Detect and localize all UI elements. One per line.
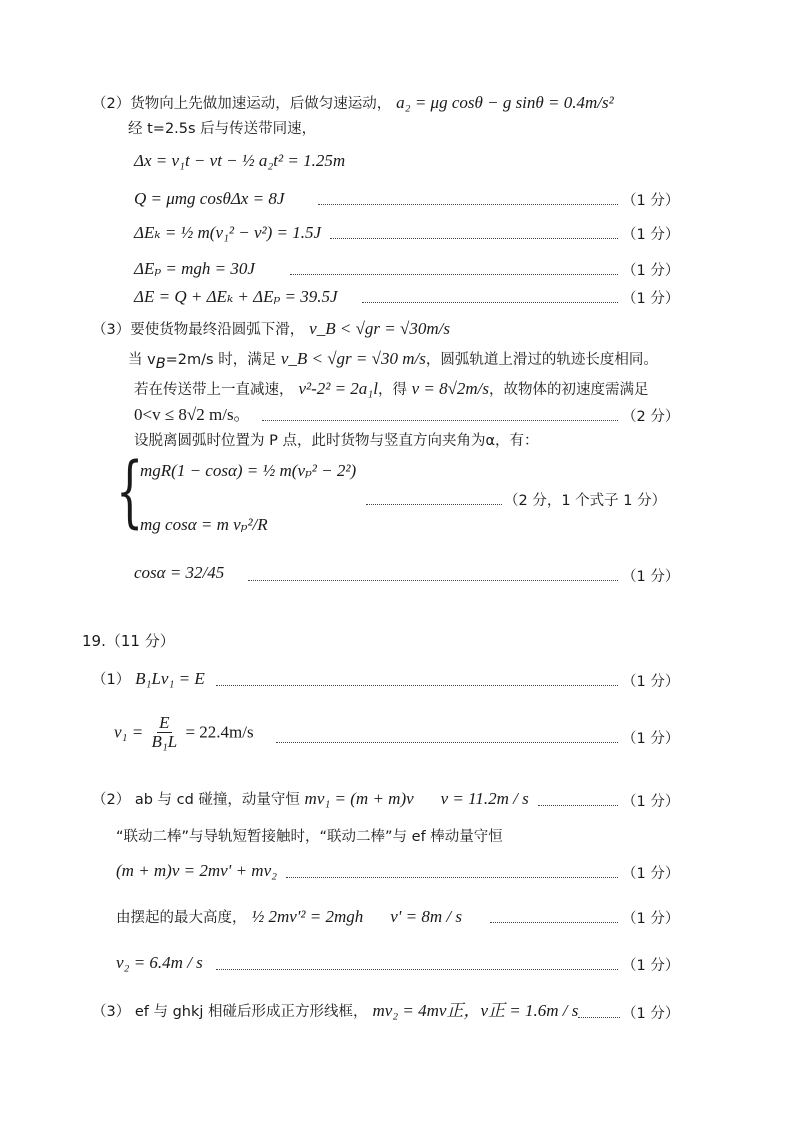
fraction <box>149 714 179 751</box>
q18-p2-score-Q: （1 分） <box>622 193 680 209</box>
leader-dots <box>276 742 618 743</box>
q18-p3-cond: v_B < √gr = √30m/s <box>309 319 450 338</box>
q18-p3-line2: 当 $v_B=2m/s$ 时，满足 v_B < √gr = √30 m/s，圆弧轨道上滑过的轨迹长度相同。 <box>128 349 658 373</box>
q18-p3-line3-a: 若在传送带上一直减速， <box>134 382 294 398</box>
q19-p2-line1-text: ab 与 cd 碰撞，动量守恒 <box>130 792 305 808</box>
q18-p3-line3-b: v²-2² = 2a₁l <box>298 379 378 398</box>
q19-p2-line4-eq: ½ 2mv'² = 2mgh <box>251 907 364 926</box>
leader-dots <box>318 204 618 205</box>
q19-p2-score-line4: （1 分） <box>622 911 680 927</box>
q18-p2-dE: ΔE = Q + ΔEₖ + ΔEₚ = 39.5J <box>134 287 338 306</box>
q19-p2-label: （2） <box>92 792 131 808</box>
q18-p2-score-dE: （1 分） <box>622 291 680 307</box>
q19-p1-eq2-num: E <box>159 713 170 732</box>
q19-p2-line4-v: v' = 8m / s <box>390 907 462 926</box>
leader-dots <box>578 1017 620 1018</box>
q19-p2-line2: “联动二棒”与导轨短暂接触时，“联动二棒”与 ef 棒动量守恒 <box>116 829 503 845</box>
q19-p3-label: （3） <box>92 1004 131 1020</box>
q19-p2-line1-eq: mv₁ = (m + m)v <box>304 789 414 808</box>
q19-p3-eq: mv₂ = 4mv正，v正 = 1.6m / s <box>372 1001 579 1020</box>
q19-p3-line <box>92 1000 578 1023</box>
q19-p2-line4 <box>116 906 462 929</box>
q19-p1-eq2-den: B₁L <box>151 732 178 751</box>
q18-p3-score-cos: （1 分） <box>622 569 680 585</box>
q19-p2-line1-v: v = 11.2m / s <box>440 789 529 808</box>
leader-dots <box>216 969 618 970</box>
q18-p3-line3 <box>134 378 649 401</box>
q18-p3-line3-c: ，得 <box>377 382 412 398</box>
q19-p2-line5: v₂ = 6.4m / s <box>116 953 203 972</box>
q18-p2-dEk: ΔEₖ = ½ m(v₁² − v²) = 1.5J <box>134 223 322 242</box>
leader-dots <box>262 420 618 421</box>
q18-p3-line2-c: v_B < √gr = √30 m/s <box>280 349 426 368</box>
q18-p2-score-dEk: （1 分） <box>622 227 680 243</box>
q18-p3-line5: 设脱离圆弧时位置为 P 点，此时货物与竖直方向夹角为α，有： <box>134 433 539 449</box>
q18-p3-line4: 0<v ≤ 8√2 m/s。 <box>134 405 251 424</box>
leader-dots <box>538 805 618 806</box>
q19-p2-score-line1: （1 分） <box>622 794 680 810</box>
q19-p1-score-eq1: （1 分） <box>622 674 680 690</box>
q18-p3-intro: （3）要使货物最终沿圆弧下滑， <box>92 322 305 338</box>
q19-p2-score-line5: （1 分） <box>622 958 680 974</box>
q18-p3-line2-b: =2m/s 时，满足 <box>165 352 281 368</box>
q19-p1-score-eq2: （1 分） <box>622 731 680 747</box>
q18-p3-line3-e: ，故物体的初速度需满足 <box>489 382 649 398</box>
q18-p2-intro-line <box>92 92 614 115</box>
leader-dots <box>216 685 618 686</box>
q19-p2-line3: (m + m)v = 2mv' + mv₂ <box>116 861 278 880</box>
q18-p3-line3-d: v = 8√2m/s <box>411 379 490 398</box>
q19-p1-line1 <box>92 668 205 691</box>
q18-p3-eq1: mgR(1 − cosα) = ½ m(vₚ² − 2²) <box>140 461 357 480</box>
q19-p1-eq2-rhs: = 22.4m/s <box>185 722 254 742</box>
q19-p2-line4-text: 由摆起的最大高度， <box>116 910 247 926</box>
q19-p1-label: （1） <box>92 672 131 688</box>
q18-p3-score-line4: （2 分） <box>622 409 680 425</box>
leader-dots <box>286 877 618 878</box>
q18-p3-cos: cosα = 32/45 <box>134 563 225 582</box>
leader-dots <box>490 922 618 923</box>
q18-p2-score-dEp: （1 分） <box>622 263 680 279</box>
q18-p2-Q: Q = μmg cosθΔx = 8J <box>134 189 285 208</box>
q18-p3-score-eqs: （2 分，1 个式子 1 分） <box>504 493 667 509</box>
q18-p3-line2-a: 当 v <box>128 352 156 368</box>
brace-icon: { <box>116 447 144 537</box>
q19-header: 19.（11 分） <box>82 632 175 650</box>
q18-p2-line2: 经 t=2.5s 后与传送带同速， <box>128 121 317 137</box>
q18-p2-dEp: ΔEₚ = mgh = 30J <box>134 259 255 278</box>
q19-p2-score-line3: （1 分） <box>622 866 680 882</box>
q18-p2-dx: Δx = v₁t − vt − ½ a₂t² = 1.25m <box>134 151 346 170</box>
leader-dots <box>330 238 618 239</box>
q18-p3-eq2: mg cosα = m vₚ²/R <box>140 515 268 534</box>
q18-p2-accel: a₂ = μg cosθ − g sinθ = 0.4m/s² <box>396 93 614 112</box>
q18-p3-intro-line <box>92 318 450 341</box>
q19-p2-line1 <box>92 788 529 811</box>
q19-p3-score: （1 分） <box>622 1006 680 1022</box>
q19-p3-text: ef 与 ghkj 相碰后形成正方形线框， <box>130 1004 368 1020</box>
leader-dots <box>290 274 618 275</box>
q19-p1-eq2-lhs: v₁ = <box>114 722 144 742</box>
q18-p2-intro: （2）货物向上先做加速运动，后做匀速运动， <box>92 96 392 112</box>
q19-p1-eq2 <box>114 714 254 751</box>
leader-dots <box>362 302 618 303</box>
q19-p1-eq1: B₁Lv₁ = E <box>135 669 205 688</box>
leader-dots <box>248 580 618 581</box>
leader-dots <box>366 504 502 505</box>
q18-p3-line2-d: ，圆弧轨道上滑过的轨迹长度相同。 <box>425 352 658 368</box>
